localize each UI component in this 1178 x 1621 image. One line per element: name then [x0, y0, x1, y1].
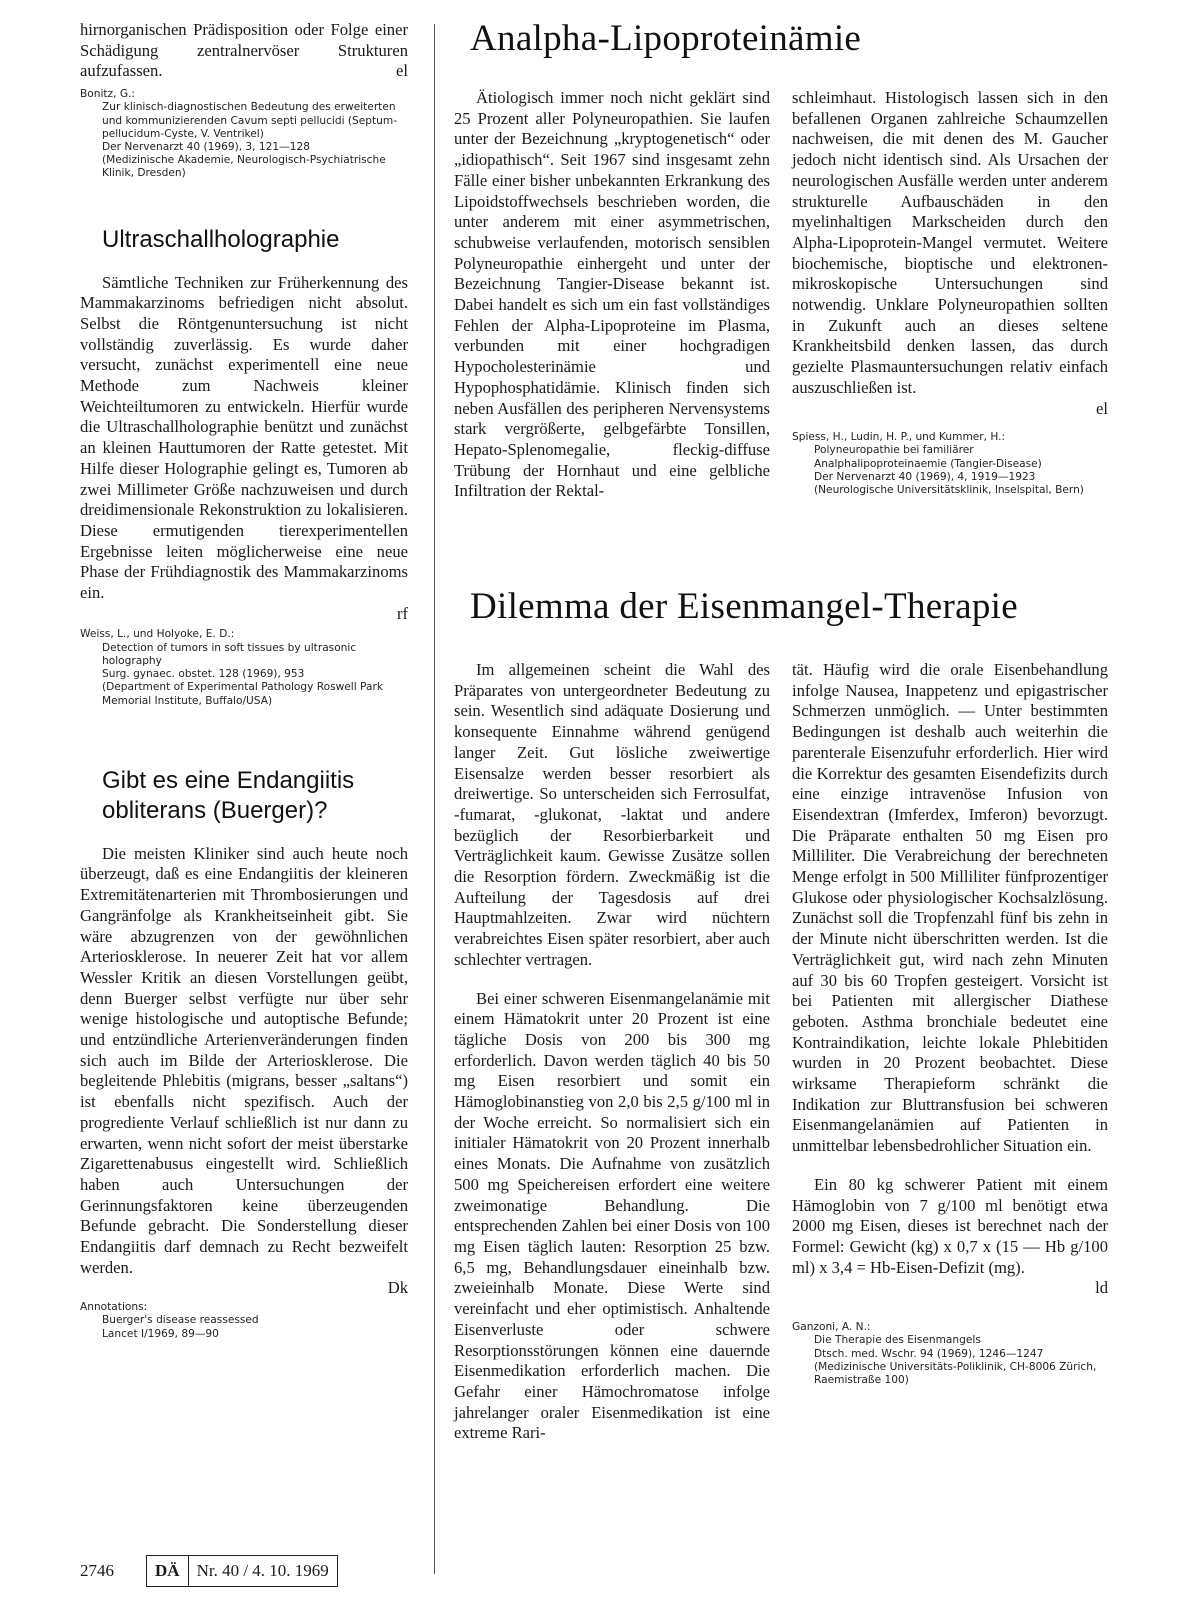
signature-ultraschall: rf [396, 603, 408, 623]
left-column [80, 20, 408, 1341]
article-eisenmangel-col1-p1: Im allgemeinen scheint die Wahl des Präparates von untergeordneter Bedeutung zu sein. Wesentlich sind adäquate Dosierung und konsequente Einnahme während genügend langer Zeit. Gut lösliche zweiwertige Eisensalze werden besser resorbiert als dreiwertige. So unterscheiden sich Ferrosulfat, -fumarat, -glukonat, -laktat und andere bezüglich der Resorbierbarkeit und Verträglichkeit kaum. Gewisse Zusätze sollen die Resorption fördern. Zweckmäßig ist die Aufteilung der Tagesdosis auf drei Hauptmahlzeiten. Zwar wird nüchtern verabreichtes Eisen später resorbiert, aber auch schlechter vertragen. [454, 660, 770, 969]
signature-analpha: el [1096, 398, 1108, 418]
journal-logo: DÄ [147, 1556, 189, 1586]
article-title-eisenmangel: Dilemma der Eisenmangel-Therapie [470, 586, 1018, 627]
page-footer [80, 1554, 338, 1588]
page-number: 2746 [80, 1561, 114, 1580]
article-text-endangiitis: Die meisten Kliniker sind auch heute noch überzeugt, daß es eine Endangiitis der kleineren Extremitätenarterien mit Thrombosierungen und Gangränfolge als Krankheitseinheit gibt. Sie wäre abzugrenzen von der gewöhnlichen Arteriosklerose. In neuerer Zeit hat vor allem Wessler Kritik an diesen Vorstellungen geübt, denn Buerger selbst verfügte nur über sehr wenige histologische und autoptische Befunde; und entzündliche Arterienveränderungen finden sich auch im Bilde der Arteriosklerose. Die begleitende Phlebitis (migrans, besser „saltans“) ist ebenfalls nicht spezifisch. Auch der progrediente Verlauf schließlich ist nur dann zu erwarten, wenn nicht sofort der meist überstarke Zigarettenabusus eingestellt wird. Schließlich haben auch Untersuchungen der Gerinnungsfaktoren keine überzeugenden Befunde gebracht. Die Sonderstellung dieser Endangiitis darf demnach zu Recht bezweifelt werden. [80, 843, 408, 1277]
signature-eisenmangel: ld [1095, 1278, 1108, 1298]
article-title-endangiitis: Gibt es eine Endangiitis obliterans (Buerger)? [102, 766, 355, 824]
signature-endangiitis: Dk [387, 1278, 408, 1298]
article-eisenmangel-body [454, 660, 1108, 1444]
reference-spiess: Spiess, H., Ludin, H. P., und Kummer, H.: Polyneuropathie bei familiärer Analphalipoproteinaemie (Tangier-Disease) Der Nervenarzt 40 (1969), 4, 1919—1923 (Neurologische Universitätsklinik, Inselspital, Bern) [792, 431, 1084, 497]
article-analpha-col1: Ätiologisch immer noch nicht geklärt sind 25 Prozent aller Polyneuropathien. Sie laufen unter der Bezeichnung „kryptogenetisch“ oder „idiopathisch“. Seit 1967 sind insgesamt zehn Fälle einer bisher unbekannten Erkrankung des Lipoidstoffwechsels beschrieben worden, die unter anderem mit einer asymmetrischen, schubweise verlaufenden, motorisch sensiblen Polyneuropathie einhergeht und unter der Bezeichnung Tangier-Disease bekannt ist. Dabei handelt es sich um ein fast vollständiges Fehlen der Alpha-Lipoproteine im Plasma, verbunden mit einer hochgradigen Hypocholesterinämie und Hypophosphatidämie. Klinisch finden sich neben Ausfällen des peripheren Nervensystems stark vergrößerte, gelbgefärbte Tonsillen, Hepato-Splenomegalie, fleckig-diffuse Trübung der Hornhaut und eine gelbliche Infiltration der Rektal- [454, 88, 770, 501]
article-analpha-col2: schleimhaut. Histologisch lassen sich in den befallenen Organen zahlreiche Schaumzellen nachweisen, die mit denen des M. Gaucher jedoch nicht identisch sind. Als Ursachen der neurologischen Ausfälle werden unter anderem strukturelle Aufbauschäden in den myelinhaltigen Markscheiden durch den Alpha-Lipoprotein-Mangel vermutet. Weitere biochemische, bioptische und elektronen-mikroskopische Untersuchungen sind notwendig. Unklare Polyneuropathien sollten in Zukunft auch an dieses seltene Krankheitsbild denken lassen, das durch gezielte Plasmauntersuchungen relativ einfach auszuschließen ist. [792, 88, 1108, 397]
article-text-ultraschall: Sämtliche Techniken zur Früherkennung des Mammakarzinoms befriedigen nicht absolut. Selbst die Röntgenuntersuchung ist nicht vollständig zuverlässig. Es wurde daher versucht, zunächst experimentell eine neue Methode zum Nachweis kleiner Weichteiltumoren zu entwickeln. Hierfür wurde die Ultraschallholographie benützt und zunächst an kleinen Hauttumoren der Ratte getestet. Mit Hilfe dieser Holographie gelingt es, Tumoren ab zwei Millimeter Größe nachzuweisen und durch dreidimensionale Rekonstruktion zu lokalisieren. Diese ermutigenden tierexperimentellen Ergebnisse leiten möglicherweise eine neue Phase der Frühdiagnostik des Mammakarzinoms ein. [80, 272, 408, 603]
article-title-analpha: Analpha-Lipoproteinämie [470, 18, 862, 59]
intro-text: hirnorganischen Prädisposition oder Folge einer Schädigung zentralnervöser Strukturen aufzufassen. el [80, 20, 408, 81]
article-eisenmangel-col1-p2: Bei einer schweren Eisenmangelanämie mit einem Hämatokrit unter 20 Prozent ist eine tägliche Dosis von 200 bis 300 mg erforderlich. Davon werden täglich 40 bis 50 mg Eisen resorbiert und somit ein Hämoglobinanstieg von 2,0 bis 2,5 g/100 ml in der Woche erreicht. So normalisiert sich ein initialer Hämatokrit von 20 Prozent innerhalb eines Monats. Die Aufnahme von zusätzlich 500 mg Speichereisen erfordert eine weitere zweimonatige Behandlung. Die entsprechenden Zahlen bei einer Dosis von 100 mg Eisen täglich lauten: Resorption 25 bzw. 6,5 mg, Behandlungsdauer eineinhalb bzw. zweieinhalb Monate. Diese Werte sind vereinfacht und eher optimistisch. Anhaltende Eisenverluste oder schwere Resorptionsstörungen können eine dauernde Eisenmedikation erforderlich machen. Die Gefahr einer Hämochromatose infolge jahrelanger oraler Eisenmedikation ist eine extreme Rari- [454, 988, 770, 1443]
reference-ganzoni: Ganzoni, A. N.: Die Therapie des Eisenmangels Dtsch. med. Wschr. 94 (1969), 1246—1247 (Medizinische Universitäts-Poliklinik, CH-8006 Zürich, Raemistraße 100) [792, 1321, 1097, 1386]
journal-box [146, 1555, 338, 1587]
article-analpha-body [454, 88, 1108, 502]
issue-number: Nr. 40 / 4. 10. 1969 [196, 1561, 329, 1580]
reference-weiss: Weiss, L., und Holyoke, E. D.: Detection of tumors in soft tissues by ultrasonic holography Surg. gynaec. obstet. 128 (1969), 953 (Department of Experimental Pathology Roswell Park Memorial Institute, Buffalo/USA) [80, 628, 383, 707]
column-divider [434, 24, 435, 1574]
intro-signature: el [396, 61, 408, 81]
reference-bonitz: Bonitz, G.: Zur klinisch-diagnostischen Bedeutung des erweiterten und kommunizierenden Cavum septi pellucidi (Septum-pellucidum-Cyste, V. Ventrikel) Der Nervenarzt 40 (1969), 3, 121—128 (Medizinische Akademie, Neurologisch-Psychiatrische Klinik, Dresden) [80, 88, 398, 180]
article-title-ultraschall: Ultraschallholographie [102, 225, 340, 253]
article-eisenmangel-col2-p2: Ein 80 kg schwerer Patient mit einem Hämoglobin von 7 g/100 ml benötigt etwa 2000 mg Eisen, dieses ist berechnet nach der Formel: Gewicht (kg) x 0,7 x (15 — Hb g/100 ml) x 3,4 = Hb-Eisen-Defizit (mg). [792, 1174, 1108, 1277]
reference-lancet: Annotations: Buerger's disease reassessed Lancet I/1969, 89—90 [80, 1301, 259, 1340]
article-eisenmangel-col2-p1: tät. Häufig wird die orale Eisenbehandlung infolge Nausea, Inappetenz und epigastrischer Schmerzen unmöglich. — Unter bestimmten Bedingungen ist deshalb auch weiterhin die parenterale Eisenzufuhr erforderlich. Hier wird die Korrektur des gesamten Eisendefizits durch eine einzige intravenöse Infusion von Eisendextran (Imferdex, Imferon) bevorzugt. Die Präparate enthalten 50 mg Eisen pro Milliliter. Die Verabreichung der berechneten Menge erfolgt in 500 Milliliter fünfprozentiger Glukose oder physiologischer Kochsalzlösung. Zunächst soll die Tropfenzahl fünf bis zehn in der Minute nicht überschritten werden. Ist die Verträglichkeit gut, wird nach zehn Minuten auf 30 bis 60 Tropfen gesteigert. Vorsicht ist bei Patienten mit allergischer Diathese geboten. Asthma bronchiale bedeutet eine Kontraindikation, leichte lokale Phlebitiden wurden in 20 Prozent beobachtet. Diese wirksame Therapieform schränkt die Indikation zur Bluttransfusion bei schweren Eisenmangelanämien auf Patienten in unmittelbar lebensbedrohlicher Situation ein. [792, 660, 1108, 1156]
